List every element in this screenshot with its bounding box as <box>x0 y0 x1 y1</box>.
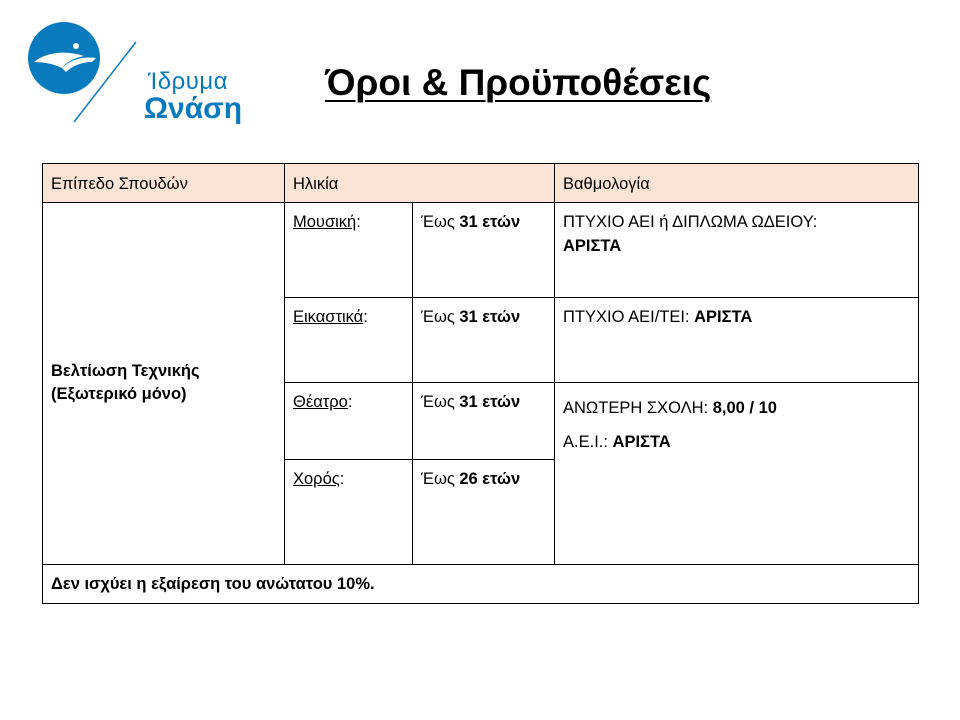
age-value: 31 ετών <box>459 392 521 411</box>
age-value: 31 ετών <box>459 307 521 326</box>
grade-text: ΠΤΥΧΙΟ ΑΕΙ/ΤΕΙ: <box>563 307 695 326</box>
grade-value: ΑΡΙΣΤΑ <box>694 307 753 326</box>
table-footer-row <box>43 564 919 603</box>
field-name: Εικαστικά <box>293 307 364 326</box>
level-line2: (Εξωτερικό μόνο) <box>51 385 187 404</box>
field-cell: Χορός: <box>285 459 413 564</box>
onassis-emblem-icon <box>26 22 146 126</box>
field-name: Χορός <box>293 469 340 488</box>
onassis-logo <box>26 22 243 126</box>
grade-line2 <box>563 431 910 455</box>
age-prefix: Έως <box>421 212 460 231</box>
age-value: 31 ετών <box>459 212 521 231</box>
grade-value: ΑΡΙΣΤΑ <box>612 432 671 451</box>
header-grade: Βαθμολογία <box>555 164 919 203</box>
field-name: Θέατρο <box>293 392 348 411</box>
field-cell: Θέατρο: <box>285 382 413 459</box>
logo-text-line1: Ίδρυμα <box>148 68 229 95</box>
grade-cell <box>555 382 919 564</box>
grade-cell <box>555 202 919 297</box>
age-cell <box>413 202 555 297</box>
grade-text: ΠΤΥΧΙΟ ΑΕΙ ή ΔΙΠΛΩΜΑ ΩΔΕΙΟΥ: <box>563 212 818 231</box>
header-age: Ηλικία <box>285 164 555 203</box>
spacer <box>563 421 910 431</box>
field-cell: Εικαστικά: <box>285 297 413 382</box>
logo-text-line2: Ωνάση <box>144 92 243 125</box>
grade-text: Α.Ε.Ι.: <box>563 432 613 451</box>
grade-value: 8,00 / 10 <box>712 398 777 417</box>
age-cell <box>413 297 555 382</box>
grade-value: ΑΡΙΣΤΑ <box>563 236 622 255</box>
grade-line1 <box>563 397 910 421</box>
level-line1: Βελτίωση Τεχνικής <box>51 361 200 380</box>
age-prefix: Έως <box>421 392 460 411</box>
field-cell: Μουσική: <box>285 202 413 297</box>
age-cell <box>413 382 555 459</box>
age-prefix: Έως <box>421 307 460 326</box>
age-prefix: Έως <box>421 469 460 488</box>
footer-note: Δεν ισχύει η εξαίρεση του ανώτατου 10%. <box>43 564 919 603</box>
grade-text: ΑΝΩΤΕΡΗ ΣΧΟΛΗ: <box>563 398 713 417</box>
field-name: Μουσική <box>293 212 357 231</box>
age-cell <box>413 459 555 564</box>
level-cell <box>43 202 285 564</box>
grade-cell <box>555 297 919 382</box>
table-row <box>43 202 919 297</box>
conditions-table <box>42 163 919 604</box>
age-value: 26 ετών <box>459 469 521 488</box>
header-level: Επίπεδο Σπουδών <box>43 164 285 203</box>
table-header-row <box>43 164 919 203</box>
page-title: Όροι & Προϋποθέσεις <box>325 62 712 103</box>
